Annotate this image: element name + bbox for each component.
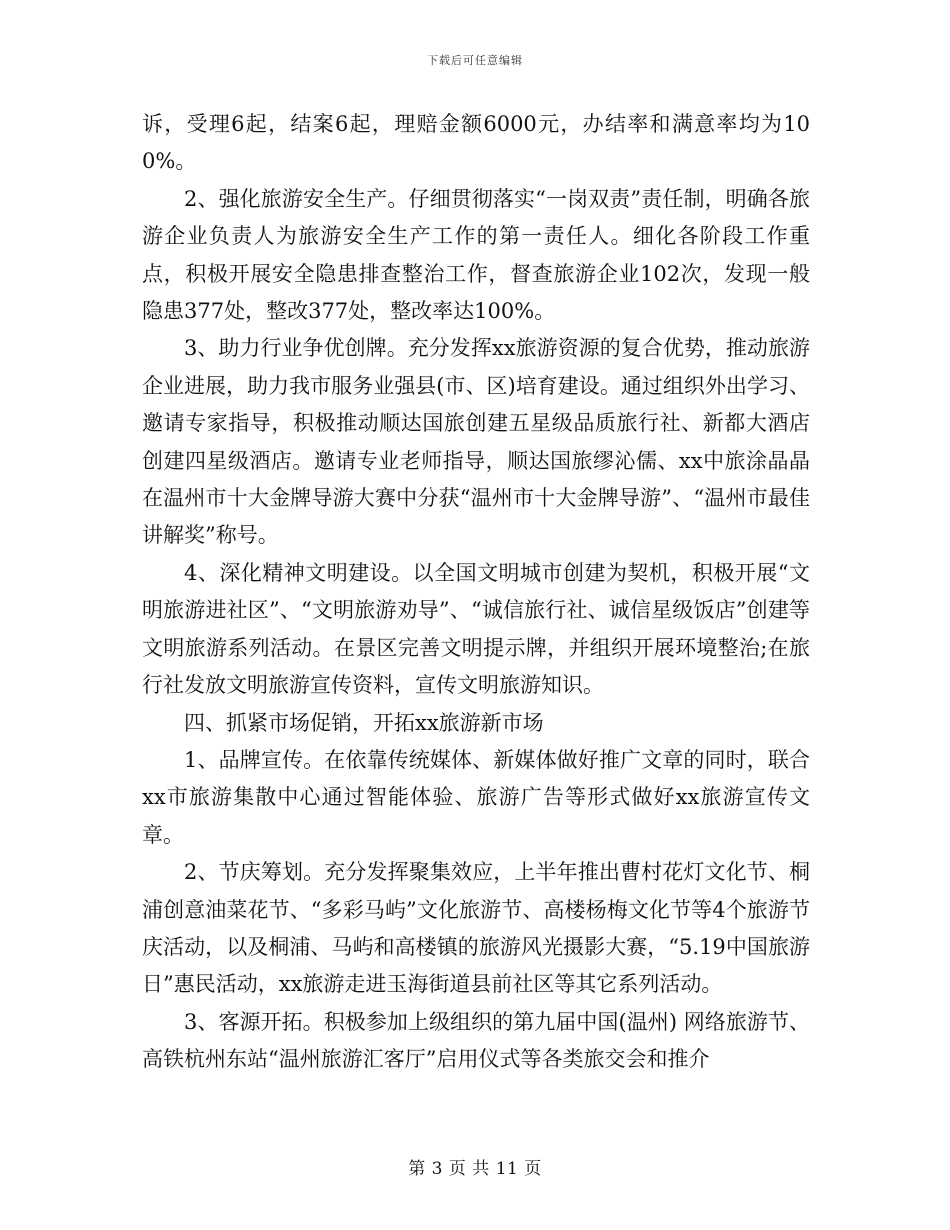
page-number: 第 3 页 共 11 页 bbox=[408, 1159, 542, 1179]
paragraph-2: 2、强化旅游安全生产。仔细贯彻落实“一岗双责”责任制，明确各旅游企业负责人为旅游安全生产工作的第一责任人。细化各阶段工作重点，积极开展安全隐患排查整治工作，督查旅游企业102次，发现一般隐患377处，整改377处，整改率达100%。 bbox=[142, 186, 810, 324]
document-body bbox=[142, 106, 810, 1079]
paragraph-6: 2、节庆筹划。充分发挥聚集效应，上半年推出曹村花灯文化节、桐浦创意油菜花节、“多彩马屿”文化旅游节、高楼杨梅文化节等4个旅游节庆活动，以及桐浦、马屿和高楼镇的旅游风光摄影大赛，“5.19中国旅游日”惠民活动，xx旅游走进玉海街道县前社区等其它系列活动。 bbox=[142, 860, 810, 997]
page-header: 下载后可任意编辑 bbox=[427, 54, 523, 67]
paragraph-5: 1、品牌宣传。在依靠传统媒体、新媒体做好推广文章的同时，联合xx市旅游集散中心通过智能体验、旅游广告等形式做好xx旅游宣传文章。 bbox=[142, 747, 810, 847]
paragraph-1: 诉，受理6起，结案6起，理赔金额6000元，办结率和满意率均为100%。 bbox=[142, 112, 810, 174]
paragraph-4: 4、深化精神文明建设。以全国文明城市创建为契机，积极开展“文明旅游进社区”、“文明旅游劝导”、“诚信旅行社、诚信星级饭店”创建等文明旅游系列活动。在景区完善文明提示牌，并组织开展环境整治;在旅行社发放文明旅游宣传资料，宣传文明旅游知识。 bbox=[142, 560, 810, 698]
paragraph-3: 3、助力行业争优创牌。充分发挥xx旅游资源的复合优势，推动旅游企业进展，助力我市服务业强县(市、区)培育建设。通过组织外出学习、邀请专家指导，积极推动顺达国旅创建五星级品质旅行社、新都大酒店创建四星级酒店。邀请专业老师指导，顺达国旅缪沁儒、xx中旅涂晶晶在温州市十大金牌导游大赛中分获“温州市十大金牌导游”、“温州市最佳讲解奖”称号。 bbox=[142, 336, 810, 548]
section-heading: 四、抓紧市场促销，开拓xx旅游新市场 bbox=[184, 710, 544, 735]
paragraph-7: 3、客源开拓。积极参加上级组织的第九届中国(温州) 网络旅游节、高铁杭州东站“温州旅游汇客厅”启用仪式等各类旅交会和推介 bbox=[142, 1009, 810, 1072]
